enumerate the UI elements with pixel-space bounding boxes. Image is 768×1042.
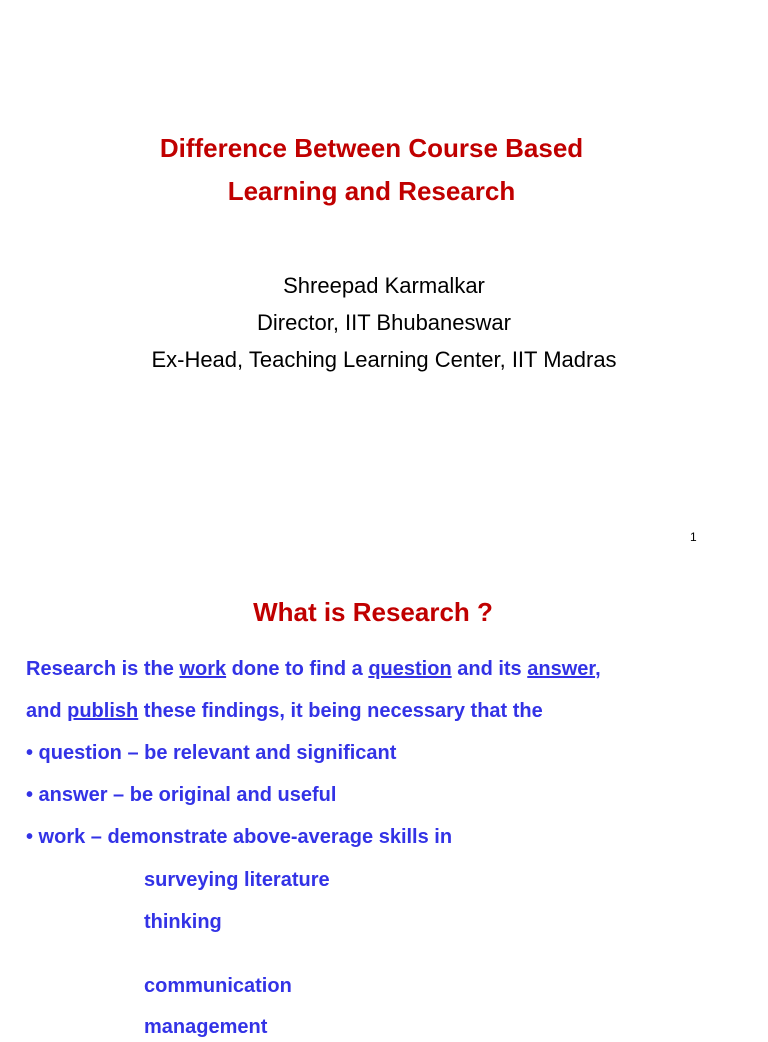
research-title: What is Research ? [253,597,493,627]
bullet-question: • question – be relevant and significant [26,742,397,764]
bullet-answer: • answer – be original and useful [26,784,337,806]
skill-surveying-literature: surveying literature [144,869,330,891]
skill-communication: communication [144,975,292,997]
definition-line-2: and publish these findings, it being necessary that the [26,700,543,722]
author-former-position: Ex-Head, Teaching Learning Center, IIT Madras [151,347,617,372]
keyword-publish: publish [67,700,139,722]
keyword-answer: answer [527,658,596,680]
keyword-work: work [179,658,227,680]
author-position: Director, IIT Bhubaneswar [257,310,511,335]
skill-thinking: thinking [144,911,222,933]
skill-management: management [144,1016,268,1038]
slide-title-line-1: Difference Between Course Based [159,133,584,163]
slide-title-line-2: Learning and Research [227,176,516,206]
author-name: Shreepad Karmalkar [283,273,485,298]
keyword-question: question [368,658,452,680]
bullet-work: • work – demonstrate above-average skills in [26,826,453,848]
page-number: 1 [690,530,697,544]
definition-line-1: Research is the work done to find a question and its answer, [26,658,601,680]
